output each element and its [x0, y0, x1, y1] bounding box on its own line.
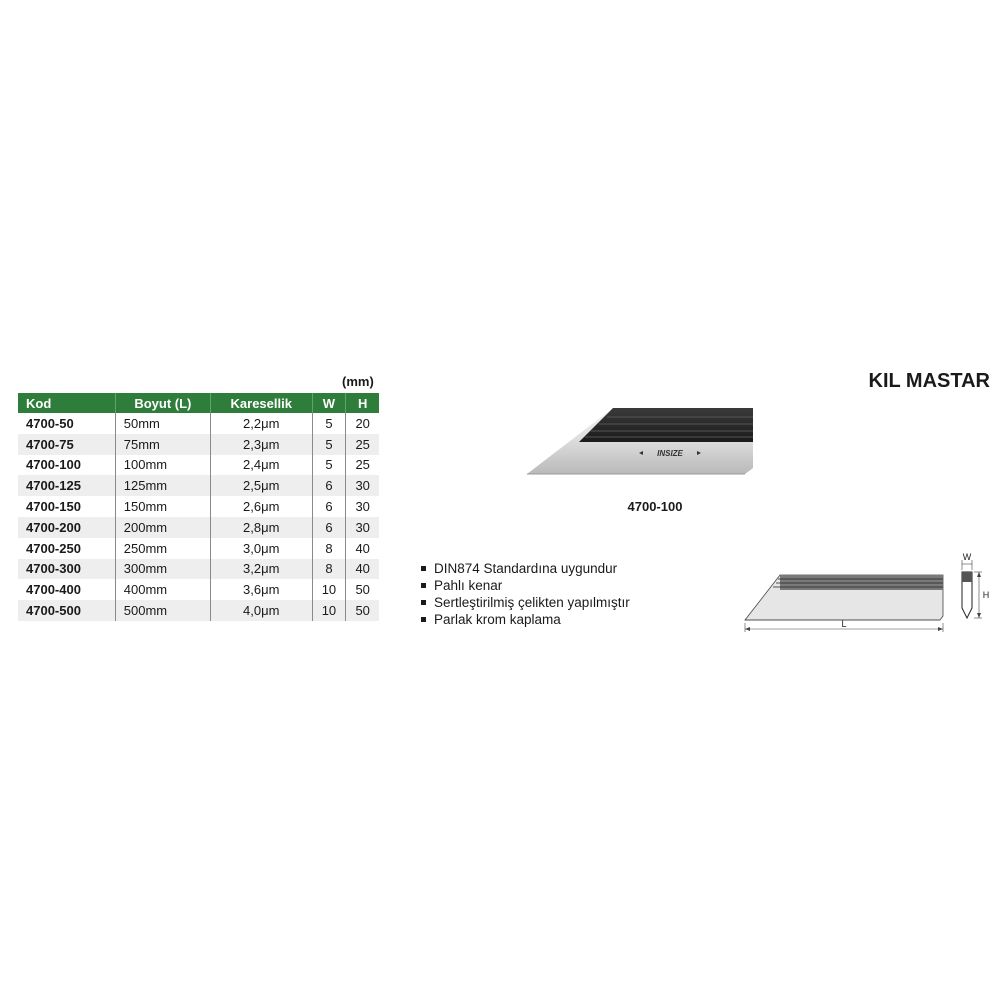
cell-kod: 4700-300	[18, 559, 115, 580]
cell-w: 10	[312, 579, 346, 600]
cell-kod: 4700-75	[18, 434, 115, 455]
technical-drawing	[740, 550, 990, 635]
cell-kod: 4700-200	[18, 517, 115, 538]
cell-karesellik: 3,2μm	[210, 559, 312, 580]
feature-item: DIN874 Standardına uygundur	[420, 560, 630, 577]
feature-item: Parlak krom kaplama	[420, 611, 630, 628]
cell-w: 5	[312, 413, 346, 434]
cell-h: 25	[346, 434, 379, 455]
cell-boyut: 150mm	[115, 496, 210, 517]
cell-boyut: 400mm	[115, 579, 210, 600]
cell-kod: 4700-50	[18, 413, 115, 434]
feature-item: Pahlı kenar	[420, 577, 630, 594]
cell-boyut: 100mm	[115, 455, 210, 476]
cell-karesellik: 2,6μm	[210, 496, 312, 517]
table-row	[18, 517, 379, 538]
cell-karesellik: 2,5μm	[210, 475, 312, 496]
dimension-l-label: L	[841, 619, 847, 629]
table-row	[18, 413, 379, 434]
header-w: W	[312, 393, 346, 413]
cell-karesellik: 3,6μm	[210, 579, 312, 600]
cell-kod: 4700-250	[18, 538, 115, 559]
bullet-icon	[421, 583, 426, 588]
cell-h: 50	[346, 600, 379, 621]
cell-w: 6	[312, 475, 346, 496]
cell-boyut: 125mm	[115, 475, 210, 496]
cell-kod: 4700-150	[18, 496, 115, 517]
bullet-icon	[421, 600, 426, 605]
cell-karesellik: 2,2μm	[210, 413, 312, 434]
cell-kod: 4700-500	[18, 600, 115, 621]
cell-karesellik: 2,8μm	[210, 517, 312, 538]
dimension-w-label: W	[962, 552, 972, 562]
feature-list	[420, 560, 630, 628]
cell-boyut: 75mm	[115, 434, 210, 455]
bullet-icon	[421, 566, 426, 571]
table-row	[18, 600, 379, 621]
table-header-row	[18, 393, 379, 413]
cell-h: 30	[346, 517, 379, 538]
cell-h: 40	[346, 559, 379, 580]
cell-w: 8	[312, 538, 346, 559]
cell-boyut: 500mm	[115, 600, 210, 621]
cell-w: 8	[312, 559, 346, 580]
header-boyut: Boyut (L)	[115, 393, 210, 413]
cell-karesellik: 2,3μm	[210, 434, 312, 455]
cell-karesellik: 3,0μm	[210, 538, 312, 559]
table-body	[18, 413, 379, 621]
unit-label: (mm)	[342, 374, 374, 389]
page-title: KIL MASTAR	[868, 370, 990, 392]
cell-karesellik: 2,4μm	[210, 455, 312, 476]
cell-w: 5	[312, 434, 346, 455]
spec-table	[18, 393, 379, 621]
bullet-icon	[421, 617, 426, 622]
cell-kod: 4700-100	[18, 455, 115, 476]
cell-h: 40	[346, 538, 379, 559]
cell-w: 5	[312, 455, 346, 476]
cell-boyut: 200mm	[115, 517, 210, 538]
table-row	[18, 475, 379, 496]
cell-boyut: 50mm	[115, 413, 210, 434]
product-photo	[527, 406, 753, 476]
cell-karesellik: 4,0μm	[210, 600, 312, 621]
table-row	[18, 579, 379, 600]
cell-w: 6	[312, 496, 346, 517]
table-row	[18, 559, 379, 580]
table-row	[18, 455, 379, 476]
cell-kod: 4700-400	[18, 579, 115, 600]
cell-w: 10	[312, 600, 346, 621]
header-kod: Kod	[18, 393, 115, 413]
cell-h: 30	[346, 475, 379, 496]
cell-boyut: 300mm	[115, 559, 210, 580]
table-row	[18, 538, 379, 559]
dimension-h-label: H	[982, 590, 990, 600]
header-h: H	[346, 393, 379, 413]
cell-h: 20	[346, 413, 379, 434]
photo-caption: 4700-100	[627, 499, 683, 514]
table-row	[18, 434, 379, 455]
brand-logo: INSIZE	[657, 449, 683, 458]
feature-item: Sertleştirilmiş çelikten yapılmıştır	[420, 594, 630, 611]
cell-h: 50	[346, 579, 379, 600]
cell-h: 30	[346, 496, 379, 517]
header-karesellik: Karesellik	[210, 393, 312, 413]
cell-boyut: 250mm	[115, 538, 210, 559]
cell-kod: 4700-125	[18, 475, 115, 496]
cell-h: 25	[346, 455, 379, 476]
table-row	[18, 496, 379, 517]
cell-w: 6	[312, 517, 346, 538]
